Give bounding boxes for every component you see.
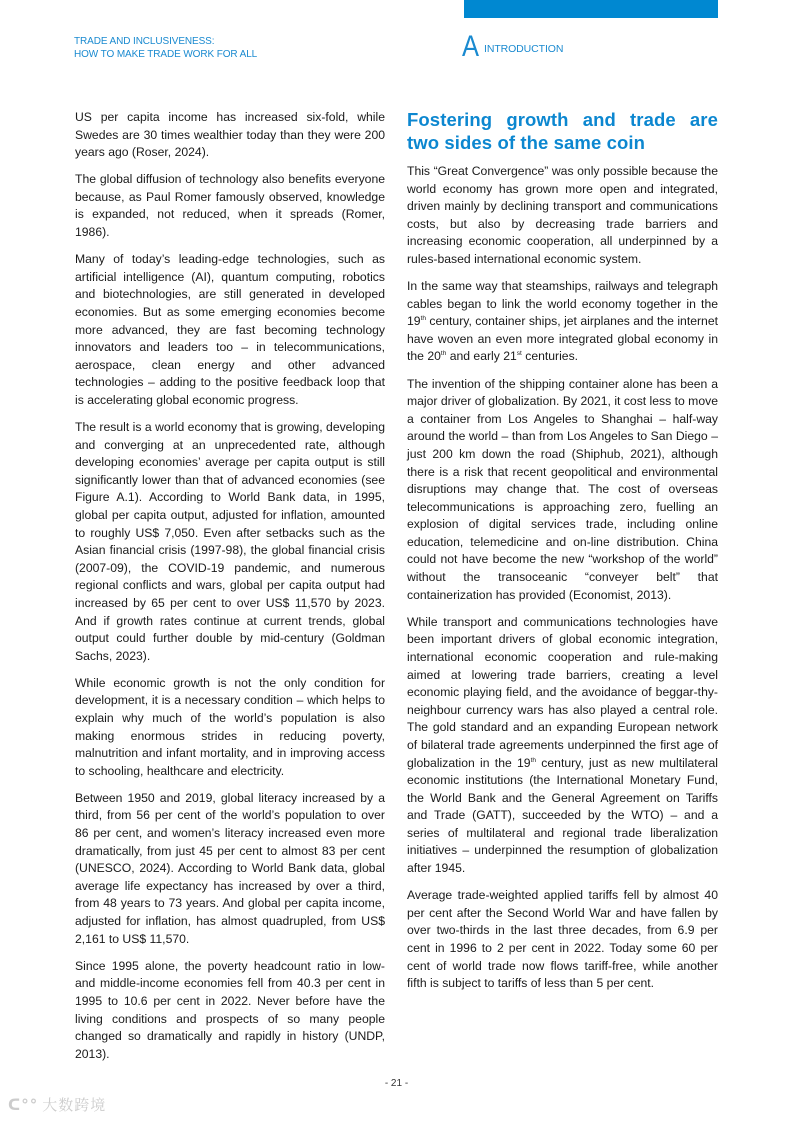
chapter-accent-bar [464, 0, 718, 18]
running-head [74, 36, 257, 61]
superscript: st [516, 350, 522, 358]
paragraph: The result is a world economy that is growing, developing and converging at an unprecedented rate, although developing economies’ average per capita output is still significantly lower than that of advanced economies (see Figure A.1). According to World Bank data, in 1995, global per capita output, adjusted for inflation, amounted to roughly US$ 7,050. Even after setbacks such as the Asian financial crisis (1997-98), the global financial crisis (2007-09), the COVID-19 pandemic, and numerous regional conflicts and wars, global per capita output had increased by 65 per cent to over US$ 11,570 by 2023. And if growth rates continue at current trends, global output could further double by mid-century (Goldman Sachs, 2023). [75, 420, 385, 663]
text-run: In the same way that steamships, railways and telegraph cables began to link the world economy together in the 19 [407, 279, 718, 329]
text-run: and early 21 [446, 349, 517, 364]
text-run: century, just as new multilateral economic institutions (the International Monetary Fund, the World Bank and the General Agreement on Tariffs and Trade (GATT), succeeded by the WTO) – and a series of multilateral and regional trade liberalization initiatives – underpinned the resumption of globalization after 1945. [407, 755, 718, 876]
watermark-text: 大数跨境 [42, 1096, 107, 1114]
left-column [75, 109, 385, 1073]
running-head-line-1: TRADE AND INCLUSIVENESS: [74, 36, 215, 47]
paragraph: The invention of the shipping container alone has been a major driver of globalization. By 2021, it cost less to move a container from Los Angeles to Shanghai – half-way around the world – than from Los Angeles to San Diego – just 200 km down the road (Shiphub, 2021), although there is a risk that recent geopolitical and environmental disruptions may change that. The cost of overseas telecommunications is approaching zero, fuelling an explosion of digital services trade, including online education, telemedicine and on-line distribution. China could not have become the new “workshop of the world” without the transoceanic “conveyer belt” that containerization has provided (Economist, 2013). [407, 376, 718, 602]
paragraph: The global diffusion of technology also benefits everyone because, as Paul Romer famously observed, knowledge is expanded, not reduced, when it spreads (Romer, 1986). [75, 172, 385, 240]
paragraph: This “Great Convergence” was only possible because the world economy has grown more open and integrated, driven mainly by declining transport and communications costs, but also by decreasing trade barriers and increasing economic cooperation, all underpinned by a rules-based international economic system. [407, 164, 718, 266]
paragraph: Many of today’s leading-edge technologies, such as artificial intelligence (AI), quantum computing, robotics and biotechnologies, are still generated in developed economies. But as some emerging economies become more advanced, they are fast becoming technology innovators and leaders too – in telecommunications, aerospace, clean energy and other advanced technologies – adding to the positive feedback loop that is accelerating global economic progress. [75, 252, 385, 407]
chapter-title: INTRODUCTION [484, 43, 564, 55]
right-column [407, 109, 718, 1002]
superscript: th [420, 315, 426, 323]
text-run: While transport and communications technologies have been important drivers of global economic integration, international economic cooperation and rule-making aimed at lowering trade barriers, creating a level economic playing field, and the avoidance of beggar-thy-neighbour currency wars has also played a central role. The gold standard and an expanding European network of bilateral trade agreements underpinned the first age of globalization in the 19 [407, 614, 718, 770]
section-heading: Fostering growth and trade are two sides of the same coin [407, 109, 718, 153]
chapter-letter: A [462, 30, 480, 63]
text-run: centuries. [521, 349, 579, 364]
paragraph: Between 1950 and 2019, global literacy increased by a third, from 56 per cent of the world’s population to over 86 per cent, and women’s literacy increased even more dramatically, from just 45 per cent to almost 83 per cent (UNESCO, 2024). According to World Bank data, global average life expectancy has increased by over a third, from 48 years to 73 years. And global per capita income, adjusted for inflation, has almost quadrupled, from US$ 2,161 to US$ 11,570. [75, 790, 385, 946]
superscript: th [530, 756, 537, 764]
paragraph: US per capita income has increased six-fold, while Swedes are 30 times wealthier today than they were 200 years ago (Roser, 2024). [75, 110, 385, 160]
superscript: th [440, 350, 447, 358]
running-head-line-2: HOW TO MAKE TRADE WORK FOR ALL [74, 48, 258, 60]
paragraph: Average trade-weighted applied tariffs fell by almost 40 per cent after the Second World War and have fallen by over two-thirds in the last three decades, from 6.9 per cent in 1996 to 2 per cent in 2022. Today some 60 per cent of world trade now flows tariff-free, while another fifth is subject to tariffs of less than 5 per cent. [407, 888, 718, 991]
watermark [8, 1094, 106, 1115]
paragraph [407, 278, 718, 366]
paragraph: Since 1995 alone, the poverty headcount ratio in low- and middle-income economies fell from 40.3 per cent in 1995 to 10.6 per cent in 2022. Never before have the living conditions and prospects of so many people changed so dramatically and rapidly in history (UNDP, 2013). [75, 958, 385, 1061]
paragraph [407, 614, 718, 878]
chapter-marker [462, 30, 564, 63]
watermark-logo-icon: ᑕ°° [8, 1096, 39, 1114]
text-run: century, container ships, jet airplanes and the internet have woven an even more integrated global economy in the 20 [407, 314, 718, 364]
page-number: - 21 - [384, 1078, 409, 1089]
paragraph: While economic growth is not the only condition for development, it is a necessary condition – which helps to explain why much of the world’s population is also making enormous strides in reducing poverty, malnutrition and infant mortality, and in improving access to schooling, healthcare and electricity. [75, 675, 385, 778]
